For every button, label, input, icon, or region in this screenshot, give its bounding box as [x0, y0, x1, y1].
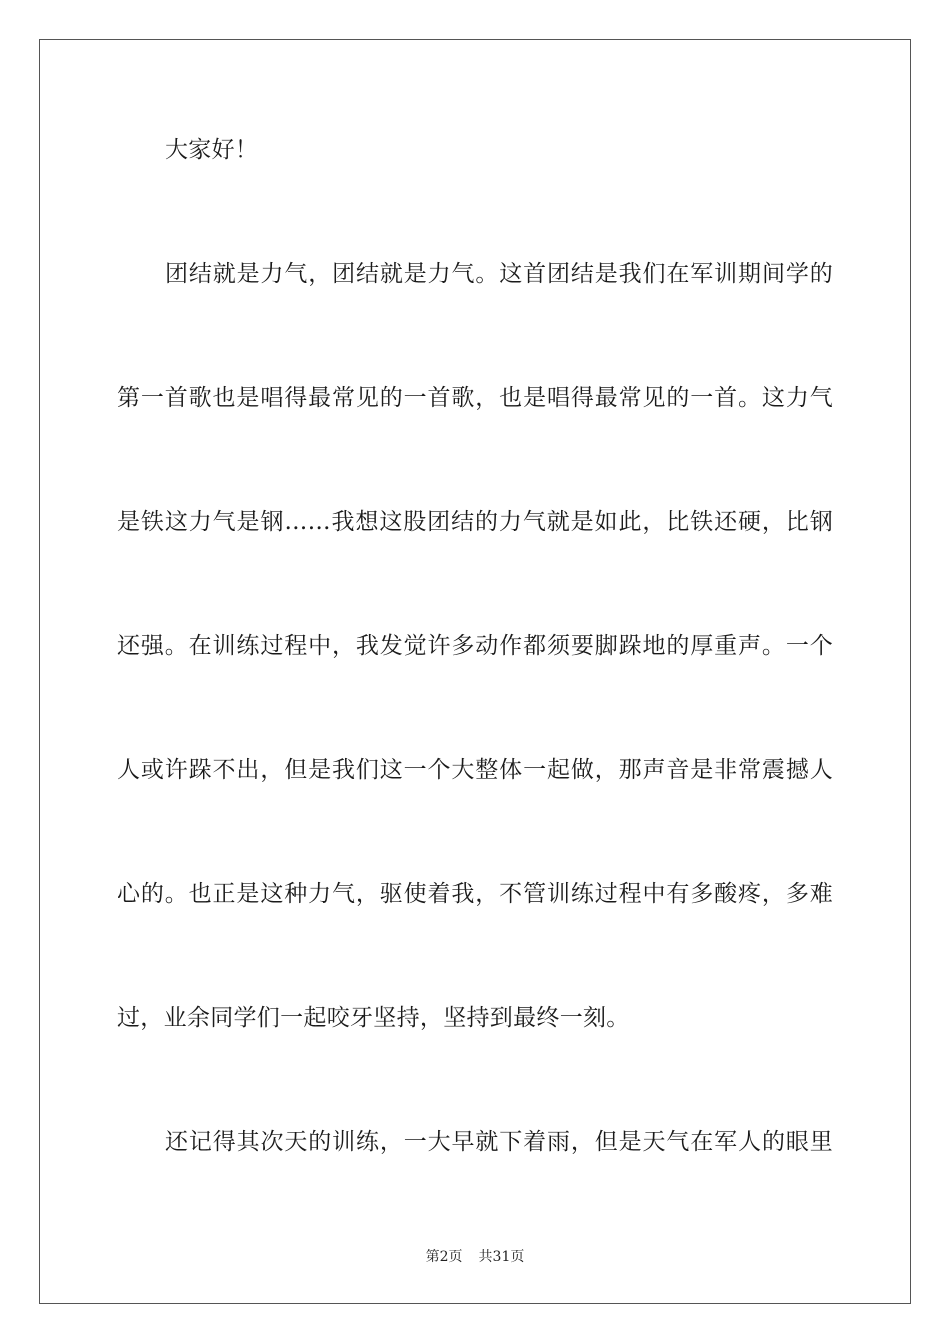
- total-pages: 共31页: [478, 1249, 525, 1265]
- page-border: [39, 39, 911, 1304]
- paragraph-line: 还强。在训练过程中，我发觉许多动作都须要脚跺地的厚重声。一个: [117, 633, 833, 659]
- greeting-line: 大家好！: [165, 137, 259, 163]
- paragraph-line: 过，业余同学们一起咬牙坚持，坚持到最终一刻。: [117, 1005, 630, 1031]
- paragraph-line: 是铁这力气是钢……我想这股团结的力气就是如此，比铁还硬，比钢: [117, 509, 833, 535]
- page-footer: [0, 1247, 950, 1267]
- paragraph-line: 团结就是力气，团结就是力气。这首团结是我们在军训期间学的: [165, 261, 833, 287]
- paragraph-line: 心的。也正是这种力气，驱使着我，不管训练过程中有多酸疼，多难: [117, 881, 833, 907]
- page-number: 第2页: [425, 1249, 463, 1265]
- paragraph-line: 人或许跺不出，但是我们这一个大整体一起做，那声音是非常震撼人: [117, 757, 833, 783]
- paragraph-line: 还记得其次天的训练，一大早就下着雨，但是天气在军人的眼里: [165, 1129, 833, 1155]
- paragraph-line: 第一首歌也是唱得最常见的一首歌，也是唱得最常见的一首。这力气: [117, 385, 833, 411]
